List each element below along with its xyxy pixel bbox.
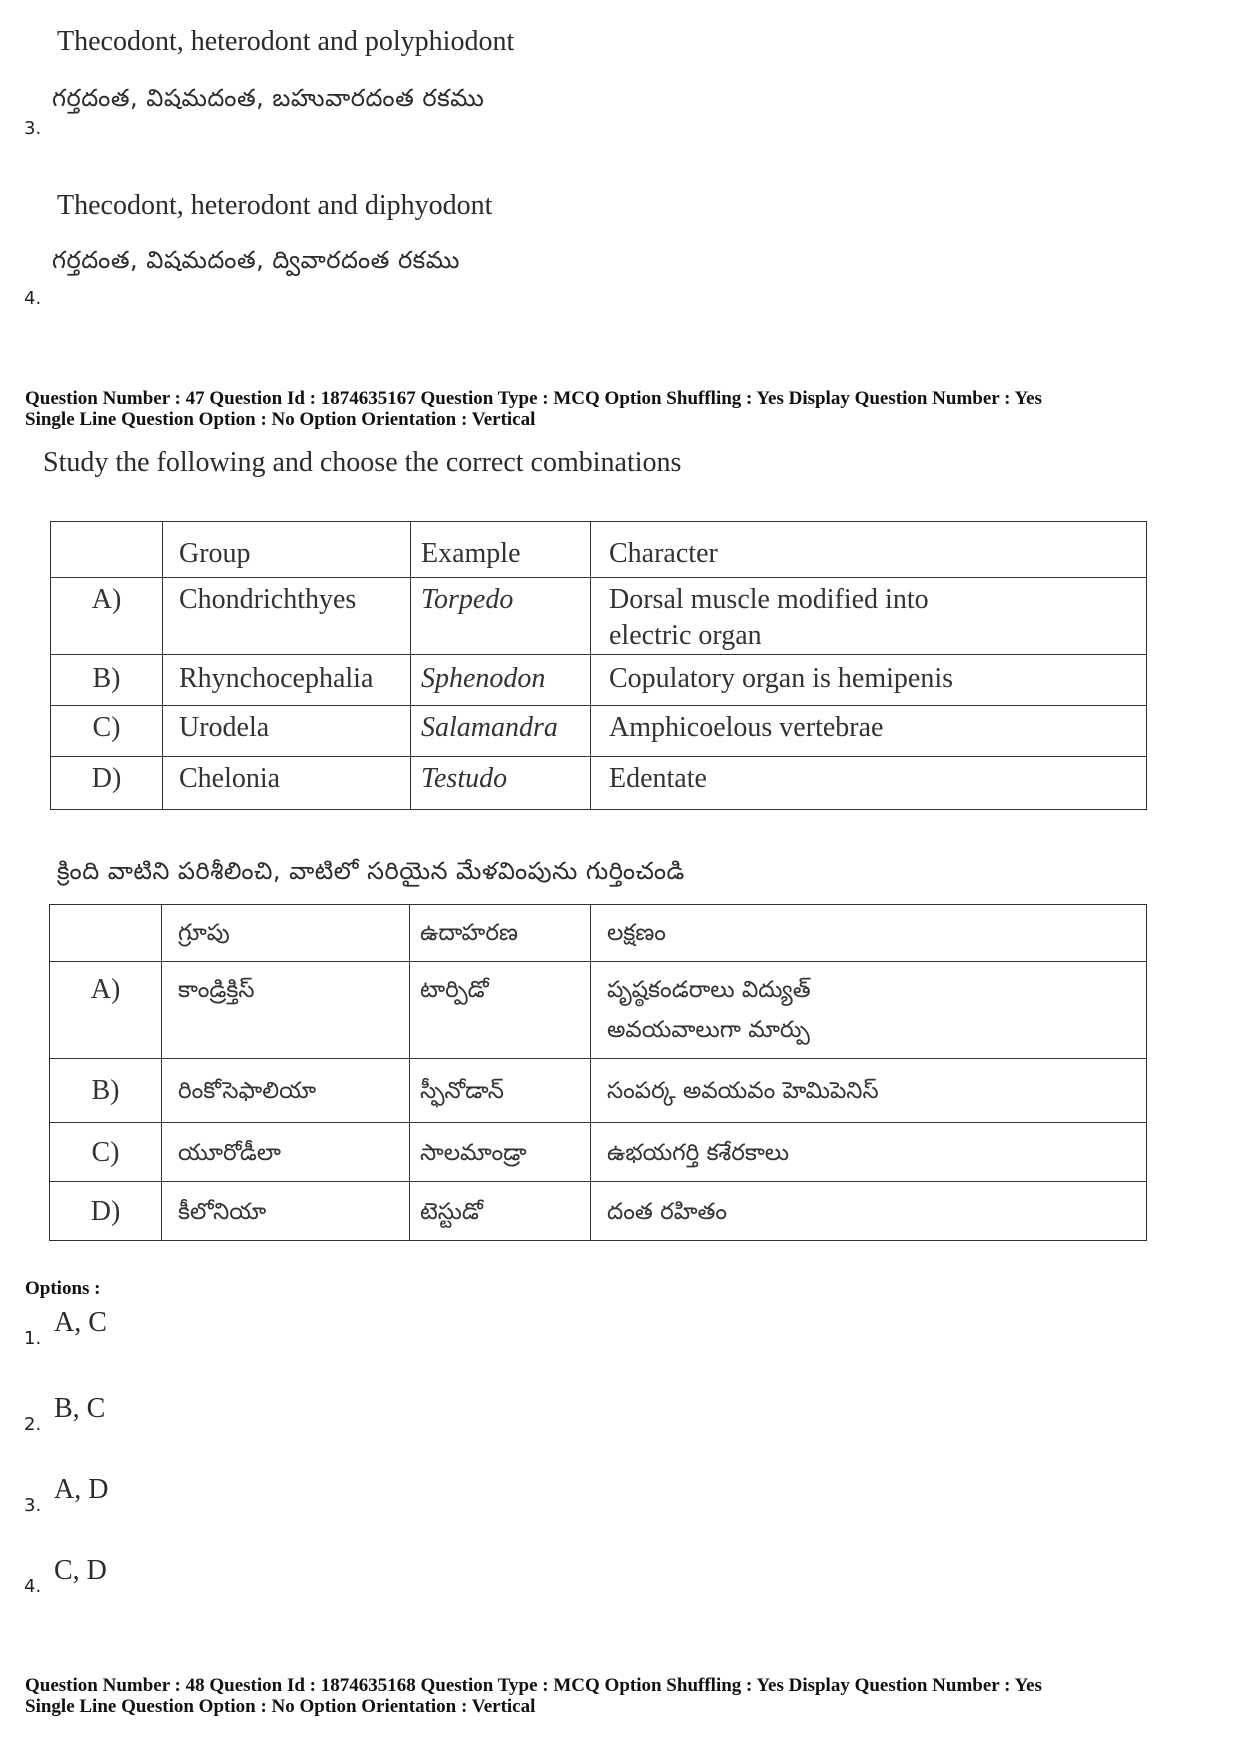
row-example: Testudo xyxy=(411,757,591,810)
row-label: A) xyxy=(51,578,163,655)
question-47-meta-line2: Single Line Question Option : No Option Orientation : Vertical xyxy=(25,409,536,430)
question-47-instruction-english: Study the following and choose the correct combinations xyxy=(43,447,682,478)
row-character xyxy=(591,578,1147,655)
question-48-meta-line2: Single Line Question Option : No Option Orientation : Vertical xyxy=(25,1696,536,1717)
question-48-meta-line1: Question Number : 48 Question Id : 1874635168 Question Type : MCQ Option Shuffling : Yes Display Question Number : Yes xyxy=(25,1675,1042,1696)
row-example: టెస్టుడో xyxy=(410,1182,591,1241)
table-row xyxy=(51,757,1147,810)
table-row xyxy=(51,706,1147,757)
row-character-line1: పృష్ఠకండరాలు విద్యుత్ xyxy=(607,977,811,1003)
row-label: D) xyxy=(50,1182,162,1241)
row-example: టార్పిడో xyxy=(410,962,591,1059)
row-character: Amphicoelous vertebrae xyxy=(591,706,1147,757)
option-1-number: 1. xyxy=(24,1328,42,1349)
table-row xyxy=(50,1123,1147,1182)
prev-option-3-english: Thecodont, heterodont and polyphiodont xyxy=(57,26,515,57)
row-group: Rhynchocephalia xyxy=(163,655,411,706)
prev-option-4-english: Thecodont, heterodont and diphyodont xyxy=(57,190,493,221)
row-group: కీలోనియా xyxy=(162,1182,410,1241)
row-label: C) xyxy=(51,706,163,757)
question-47-instruction-telugu: క్రింది వాటిని పరిశీలించి, వాటిలో సరియైన మేళవింపును గుర్తించండి xyxy=(57,857,685,885)
prev-option-3-telugu: గర్తదంత, విషమదంత, బహువారదంత రకము xyxy=(52,84,485,112)
row-example: సాలమాండ్రా xyxy=(410,1123,591,1182)
question-47-meta-line1: Question Number : 47 Question Id : 1874635167 Question Type : MCQ Option Shuffling : Yes Display Question Number : Yes xyxy=(25,388,1042,409)
option-4-number: 4. xyxy=(24,1576,42,1597)
row-label: B) xyxy=(50,1059,162,1123)
row-example: Sphenodon xyxy=(411,655,591,706)
row-label: D) xyxy=(51,757,163,810)
row-character-line1: Dorsal muscle modified into xyxy=(609,584,929,615)
row-group: Urodela xyxy=(163,706,411,757)
row-character: Copulatory organ is hemipenis xyxy=(591,655,1147,706)
table-row xyxy=(50,962,1147,1059)
row-character: దంత రహితం xyxy=(591,1182,1147,1241)
options-label: Options : xyxy=(25,1278,101,1299)
question-47-table-telugu xyxy=(49,904,1147,1241)
option-3-value: A, D xyxy=(54,1474,109,1505)
row-example: Torpedo xyxy=(411,578,591,655)
prev-option-3-number: 3. xyxy=(24,118,42,139)
table-english-header-row xyxy=(51,522,1147,578)
prev-option-4-number: 4. xyxy=(24,288,42,309)
table-english-header-group: Group xyxy=(163,522,411,578)
row-label: B) xyxy=(51,655,163,706)
row-group: Chondrichthyes xyxy=(163,578,411,655)
option-2-number: 2. xyxy=(24,1414,42,1435)
option-3-number: 3. xyxy=(24,1495,42,1516)
prev-option-4-telugu: గర్తదంత, విషమదంత, ద్వివారదంత రకము xyxy=(52,246,460,274)
row-character: సంపర్క అవయవం హెమిపెనిస్ xyxy=(591,1059,1147,1123)
row-group: Chelonia xyxy=(163,757,411,810)
table-telugu-header-row xyxy=(50,905,1147,962)
table-row xyxy=(51,655,1147,706)
row-group: రింకోసెఫాలియా xyxy=(162,1059,410,1123)
table-telugu-header-example: ఉదాహరణ xyxy=(410,905,591,962)
row-example: Salamandra xyxy=(411,706,591,757)
row-group: కాండ్రిక్తిస్ xyxy=(162,962,410,1059)
table-row xyxy=(51,578,1147,655)
question-47-table-english xyxy=(50,521,1147,810)
table-row xyxy=(50,1182,1147,1241)
option-4-value: C, D xyxy=(54,1555,107,1586)
row-character-line2: అవయవాలుగా మార్పు xyxy=(607,1017,810,1043)
row-character-line2: electric organ xyxy=(609,620,762,651)
table-telugu-header-blank xyxy=(50,905,162,962)
table-english-header-blank xyxy=(51,522,163,578)
table-row xyxy=(50,1059,1147,1123)
table-telugu-header-group: గ్రూపు xyxy=(162,905,410,962)
row-character: Edentate xyxy=(591,757,1147,810)
row-label: A) xyxy=(50,962,162,1059)
table-telugu-header-character: లక్షణం xyxy=(591,905,1147,962)
table-english-header-character: Character xyxy=(591,522,1147,578)
row-character xyxy=(591,962,1147,1059)
row-example: స్ఫీనోడాన్ xyxy=(410,1059,591,1123)
row-group: యూరోడీలా xyxy=(162,1123,410,1182)
row-label: C) xyxy=(50,1123,162,1182)
row-character: ఉభయగర్తి కశేరకాలు xyxy=(591,1123,1147,1182)
table-english-header-example: Example xyxy=(411,522,591,578)
option-2-value: B, C xyxy=(54,1393,106,1424)
option-1-value: A, C xyxy=(54,1307,107,1338)
